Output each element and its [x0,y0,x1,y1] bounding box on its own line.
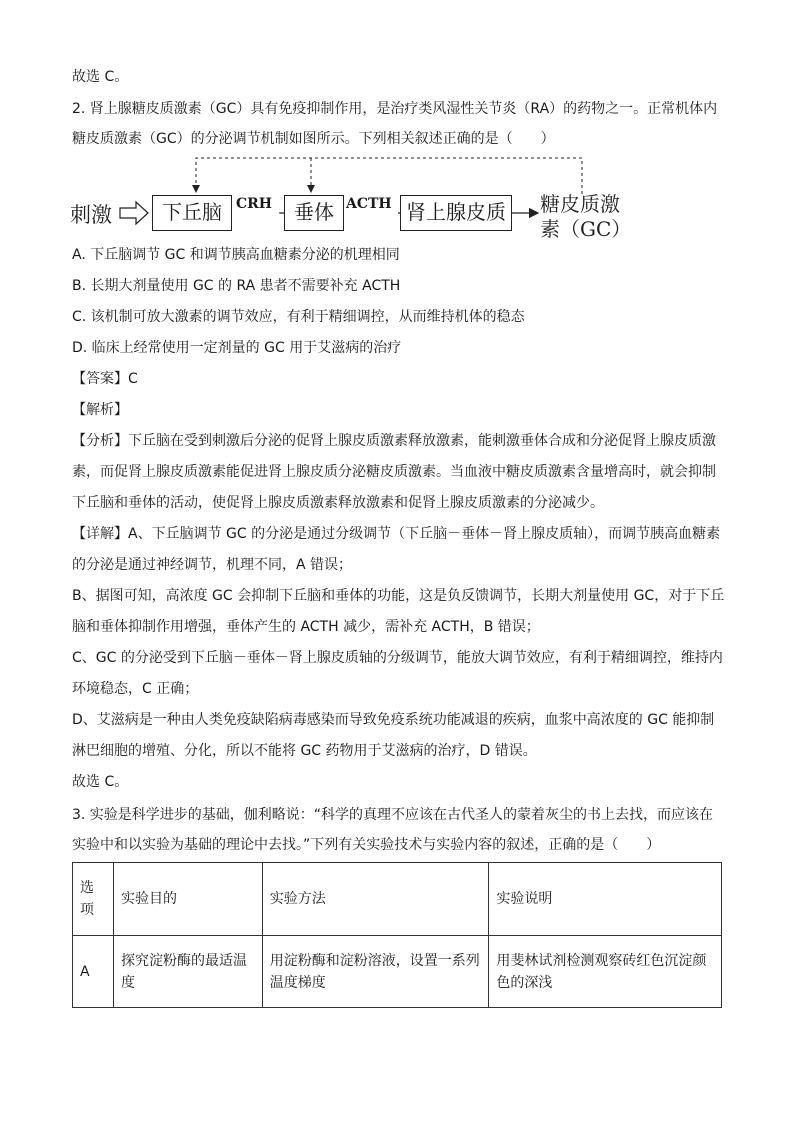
option-b: B. 长期大剂量使用 GC 的 RA 患者不需要补充 ACTH [72,278,401,294]
line-conclusion-1: 故选 C。 [72,69,129,85]
option-a: A. 下丘脑调节 GC 和调节胰高血糖素分泌的机理相同 [72,247,400,263]
analysis-line-1: 【分析】下丘脑在受到刺激后分泌的促肾上腺皮质激素释放激素，能刺激垂体合成和分泌促肾上腺皮质激 [72,433,716,449]
pituitary-box: 垂体 [284,195,344,231]
header-purpose: 实验目的 [113,863,262,936]
header-notes: 实验说明 [489,863,722,936]
analysis-line-2: 素，而促肾上腺皮质激素能促进肾上腺皮质分泌糖皮质激素。当血液中糖皮质激素含量增高时，就会抑制 [72,464,716,480]
detail-c-line-2: 环境稳态，C 正确； [72,681,199,697]
cell-purpose: 探究淀粉酶的最适温度 [113,936,262,1008]
question-3-line-2: 实验中和以实验为基础的理论中去找。”下列有关实验技术与实验内容的叙述，正确的是（ ） [72,837,661,853]
crh-label: CRH [236,196,273,212]
gc-label-line-1: 糖皮质激 [540,192,620,216]
answer-line: 【答案】C [72,371,138,387]
detail-b-line-2: 脑和垂体抑制作用增强，垂体产生的 ACTH 减少，需补充 ACTH，B 错误； [72,619,540,635]
question-2-line-1: 2. 肾上腺糖皮质激素（GC）具有免疫抑制作用，是治疗类风湿性关节炎（RA）的药物之一。正常机体内 [72,101,718,117]
question-3-line-1: 3. 实验是科学进步的基础，伽利略说：“科学的真理不应该在古代圣人的蒙着灰尘的书上去找，而应该在 [72,807,714,823]
header-option: 选 项 [73,863,114,936]
experiment-table [72,862,722,1008]
detail-a-line-2: 的分泌是通过神经调节，机理不同，A 错误； [72,557,353,573]
analysis-heading: 【解析】 [72,402,128,418]
cell-method: 用淀粉酶和淀粉溶液，设置一系列温度梯度 [262,936,489,1008]
option-c: C. 该机制可放大激素的调节效应，有利于精细调控，从而维持机体的稳态 [72,309,525,325]
adrenal-cortex-box: 肾上腺皮质 [400,195,512,231]
feedback-dashed-line [196,158,582,194]
stimulus-label: 刺激 [70,203,112,227]
analysis-line-3: 下丘脑和垂体的活动，使促肾上腺皮质激素释放激素和促肾上腺皮质激素的分泌减少。 [72,495,604,511]
detail-d-line-2: 淋巴细胞的增殖、分化，所以不能将 GC 药物用于艾滋病的治疗，D 错误。 [72,743,537,759]
cell-notes: 用斐林试剂检测观察砖红色沉淀颜色的深浅 [489,936,722,1008]
cell-option: A [73,936,114,1008]
table-row [73,936,722,1008]
question-2-line-2: 糖皮质激素（GC）的分泌调节机制如图所示。下列相关叙述正确的是（ ） [72,131,555,147]
header-method: 实验方法 [262,863,489,936]
detail-c-line-1: C、GC 的分泌受到下丘脑－垂体－肾上腺皮质轴的分级调节，能放大调节效应，有利于精细调控，维持内 [72,650,723,666]
detail-b-line-1: B、据图可知，高浓度 GC 会抑制下丘脑和垂体的功能，这是负反馈调节，长期大剂量使用 GC，对于下丘 [72,588,725,604]
hypothalamus-box: 下丘脑 [152,195,232,231]
option-d: D. 临床上经常使用一定剂量的 GC 用于艾滋病的治疗 [72,340,402,356]
gc-regulation-diagram [68,150,632,242]
detail-d-line-1: D、艾滋病是一种由人类免疫缺陷病毒感染而导致免疫系统功能减退的疾病，血浆中高浓度的 GC 能抑制 [72,712,715,728]
hollow-arrow-icon [120,202,148,224]
table-header-row [73,863,722,936]
detail-a-line-1: 【详解】A、下丘脑调节 GC 的分泌是通过分级调节（下丘脑－垂体－肾上腺皮质轴），而调节胰高血糖素 [72,526,721,542]
line-conclusion-2: 故选 C。 [72,774,129,790]
gc-label-line-2: 素（GC） [540,217,632,241]
acth-label: ACTH [346,196,392,212]
